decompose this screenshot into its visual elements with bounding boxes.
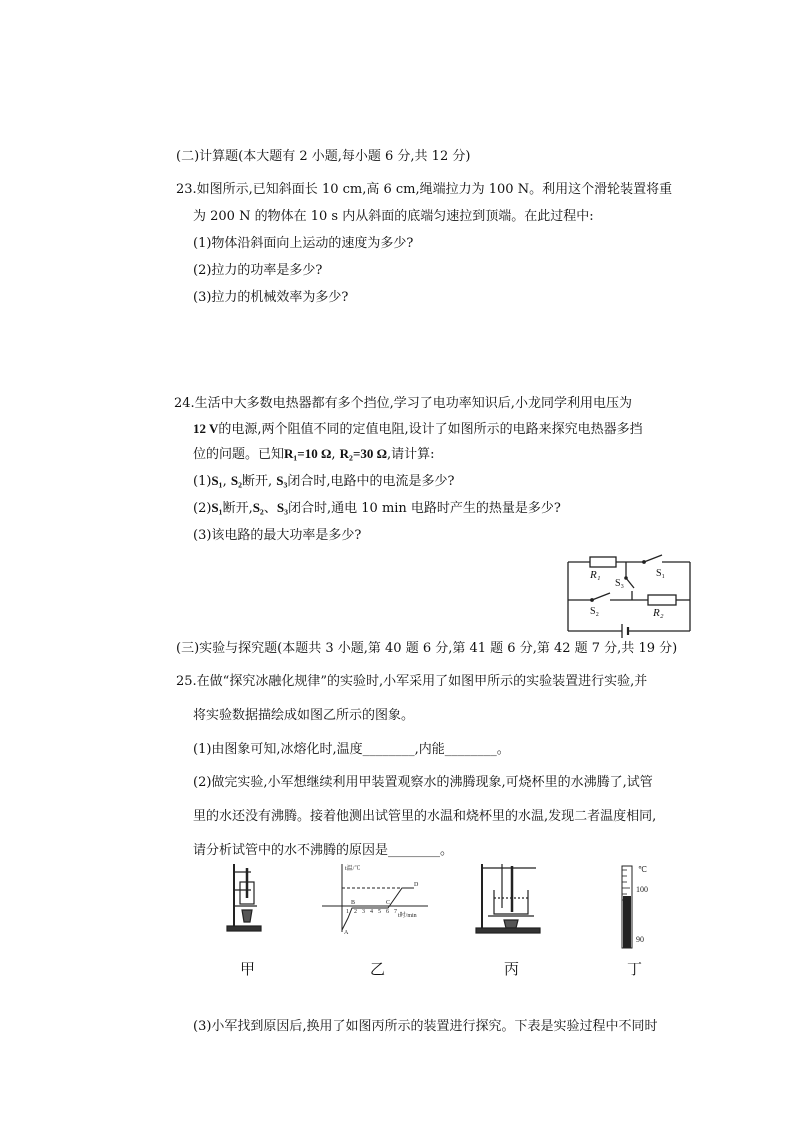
switch-s2-lever bbox=[592, 593, 610, 600]
switch-s2: S₂ bbox=[252, 500, 264, 515]
q24-line2 bbox=[193, 421, 643, 438]
r2-value: R₂=30 Ω bbox=[339, 446, 388, 461]
graph-ylabel: t温/℃ bbox=[345, 866, 361, 872]
graph-tick: 5 bbox=[378, 909, 381, 915]
caption-bing: 丙 bbox=[504, 960, 520, 978]
q25-sub2-line3: 请分析试管中的水不沸腾的原因是________。 bbox=[193, 843, 454, 858]
switch-s1: S₁ bbox=[211, 500, 223, 515]
q24-line3-a: 位的问题。已知 bbox=[193, 447, 285, 462]
q25-sub1: (1)由图象可知,冰熔化时,温度________,内能________。 bbox=[193, 742, 510, 757]
figure-yi-graph bbox=[318, 860, 430, 936]
graph-tick: 2 bbox=[354, 909, 357, 915]
q23-line1: 23.如图所示,已知斜面长 10 cm,高 6 cm,绳端拉力为 100 N。利用这个滑轮装置将重 bbox=[176, 182, 673, 197]
q24-line1: 24.生活中大多数电热器都有多个挡位,学习了电功率知识后,小龙同学利用电压为 bbox=[174, 396, 632, 411]
circuit-label-r2: R₂ bbox=[653, 607, 664, 619]
figure-jia-apparatus bbox=[225, 862, 265, 934]
switch-s3: S₃ bbox=[276, 500, 288, 515]
section-heading-calc: (二)计算题(本大题有 2 小题,每小题 6 分,共 12 分) bbox=[176, 149, 471, 164]
thermometer-unit: ℃ bbox=[638, 865, 647, 874]
circuit-label-s3: S₃ bbox=[615, 578, 625, 589]
graph-tick: 1 bbox=[346, 909, 349, 915]
q25-sub3: (3)小军找到原因后,换用了如图丙所示的装置进行探究。下表是实验过程中不同时 bbox=[193, 1019, 658, 1034]
caption-yi: 乙 bbox=[370, 960, 386, 978]
q24-line3-b: ,请计算: bbox=[387, 447, 435, 462]
q23-sub3: (3)拉力的机械效率为多少? bbox=[193, 290, 349, 305]
q24-sub1-c: 断开, bbox=[241, 474, 273, 489]
q23-sub2: (2)拉力的功率是多少? bbox=[193, 263, 323, 278]
q25-line2: 将实验数据描绘成如图乙所示的图象。 bbox=[193, 708, 415, 723]
graph-point-c: C bbox=[386, 900, 391, 906]
graph-point-a: A bbox=[344, 930, 349, 936]
caption-jia: 甲 bbox=[240, 960, 256, 978]
q24-sep: , bbox=[331, 447, 336, 462]
voltage-value: 12 V bbox=[193, 421, 219, 436]
q24-sub2-num: (2) bbox=[193, 501, 212, 516]
graph-point-b: B bbox=[351, 900, 356, 906]
q24-sub1-num: (1) bbox=[193, 474, 212, 489]
q24-sub2 bbox=[193, 500, 561, 517]
figure-bing-apparatus bbox=[472, 862, 548, 936]
q25-sub2-line2: 里的水还没有沸腾。接着他测出试管里的水温和烧杯里的水温,发现二者温度相同, bbox=[193, 809, 657, 824]
switch-s1-lever bbox=[644, 555, 662, 562]
section-heading-experiment: (三)实验与探究题(本题共 3 小题,第 40 题 6 分,第 41 题 6 分,第 42 题 7 分,共 19 分) bbox=[176, 641, 678, 656]
caption-ding: 丁 bbox=[627, 960, 643, 978]
thermometer-bottom-value: 90 bbox=[636, 935, 644, 944]
circuit-diagram bbox=[560, 548, 700, 638]
graph-tick: 4 bbox=[370, 909, 373, 915]
q24-sub1-sep: , bbox=[222, 474, 227, 489]
r1-value: R₁=10 Ω bbox=[284, 446, 332, 461]
q24-sub2-b: 断开, bbox=[222, 501, 253, 516]
q24-sub2-d: 闭合时,通电 10 min 电路时产生的热量是多少? bbox=[288, 501, 561, 516]
graph-xlabel: t时/min bbox=[398, 913, 417, 919]
q24-sub3: (3)该电路的最大功率是多少? bbox=[193, 528, 362, 543]
q23-sub1: (1)物体沿斜面向上运动的速度为多少? bbox=[193, 236, 414, 251]
thermometer-top-value: 100 bbox=[636, 885, 648, 894]
q25-line1: 25.在做“探究冰融化规律”的实验时,小军采用了如图甲所示的实验装置进行实验,并 bbox=[176, 674, 648, 689]
switch-s3-lever bbox=[626, 578, 634, 588]
q25-sub2-line1: (2)做完实验,小军想继续利用甲装置观察水的沸腾现象,可烧杯里的水沸腾了,试管 bbox=[193, 775, 653, 790]
q24-line2-text: 的电源,两个阻值不同的定值电阻,设计了如图所示的电路来探究电热器多挡 bbox=[218, 422, 643, 437]
q24-sub2-c: 、 bbox=[263, 501, 277, 516]
circuit-label-r1: R₁ bbox=[590, 569, 601, 581]
switch-s2: S₂ bbox=[230, 473, 242, 488]
graph-tick: 7 bbox=[394, 909, 397, 915]
switch-s1: S₁ bbox=[211, 473, 223, 488]
graph-point-d: D bbox=[414, 882, 419, 888]
figure-ding-thermometer bbox=[610, 862, 660, 952]
circuit-label-s1: S₁ bbox=[656, 568, 666, 579]
graph-tick: 6 bbox=[386, 909, 389, 915]
q23-line2: 为 200 N 的物体在 10 s 内从斜面的底端匀速拉到顶端。在此过程中: bbox=[193, 209, 594, 224]
q24-sub1-d: 闭合时,电路中的电流是多少? bbox=[287, 474, 455, 489]
graph-tick: 3 bbox=[362, 909, 365, 915]
q24-line3 bbox=[193, 446, 435, 463]
thermometer-mercury bbox=[623, 896, 631, 948]
q24-sub1 bbox=[193, 473, 455, 490]
circuit-label-s2: S₂ bbox=[590, 606, 600, 617]
switch-s3: S₃ bbox=[276, 473, 288, 488]
